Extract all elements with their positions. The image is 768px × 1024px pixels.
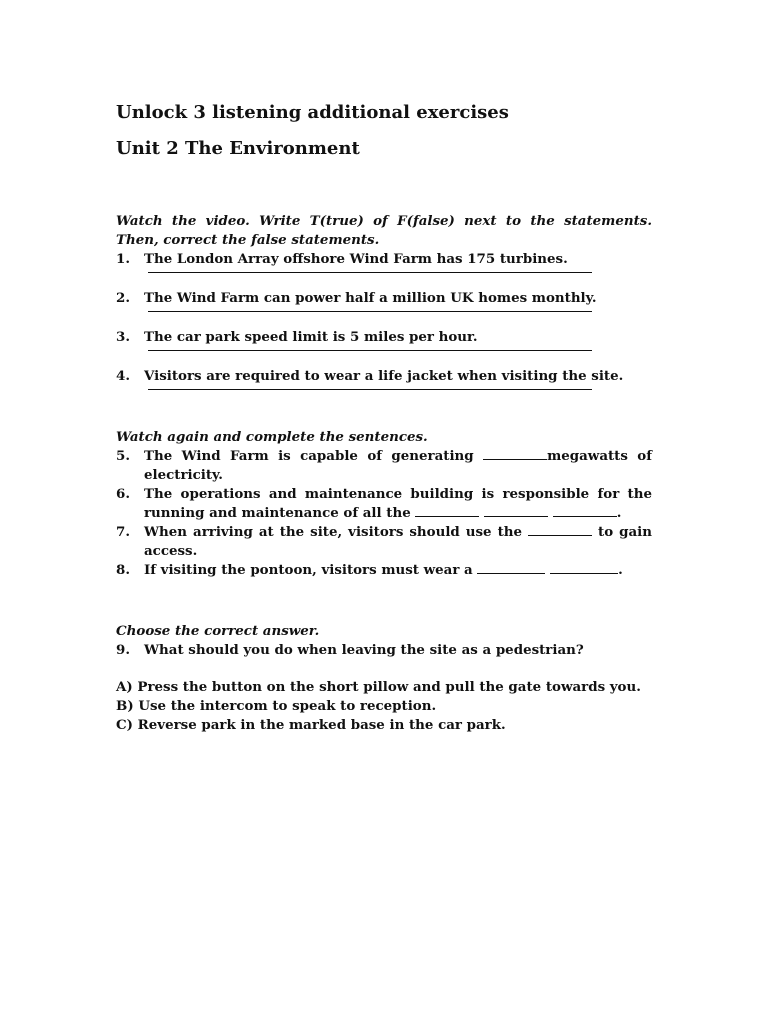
blank-field[interactable]: [550, 561, 618, 574]
choose-answer-instruction: Choose the correct answer.: [116, 623, 320, 639]
complete-sentences-instruction: Watch again and complete the sentences.: [116, 429, 428, 445]
statement-text: The Wind Farm can power half a million UK homes monthly.: [144, 290, 597, 306]
item-number: 8.: [116, 562, 130, 578]
blank-field[interactable]: [477, 561, 545, 574]
question-list: [116, 641, 652, 660]
item-number: 3.: [116, 329, 130, 345]
item-number: 6.: [116, 486, 130, 502]
list-item: [116, 250, 652, 273]
list-item: [116, 328, 652, 351]
worksheet-title: Unlock 3 listening additional exercises: [116, 102, 509, 123]
sentence-end: .: [618, 562, 623, 578]
worksheet-page: [116, 100, 652, 735]
blank-field[interactable]: [528, 523, 592, 536]
list-item: [116, 641, 652, 660]
true-false-list: [116, 250, 652, 390]
list-item: [116, 447, 652, 485]
complete-sentences-list: [116, 447, 652, 580]
sentence-start: If visiting the pontoon, visitors must wear a: [144, 562, 478, 578]
unit-subtitle: Unit 2 The Environment: [116, 138, 360, 159]
statement-text: The car park speed limit is 5 miles per hour.: [144, 329, 478, 345]
statement-text: Visitors are required to wear a life jacket when visiting the site.: [144, 368, 624, 384]
item-number: 9.: [116, 642, 130, 658]
sentence-end: .: [616, 505, 622, 521]
list-item: [116, 561, 652, 580]
answer-line[interactable]: [148, 350, 592, 351]
blank-field[interactable]: [415, 504, 479, 517]
list-item: [116, 289, 652, 312]
list-item: [116, 523, 652, 561]
answer-line[interactable]: [148, 389, 592, 390]
true-false-instruction: Watch the video. Write T(true) of F(false) next to the statements. Then, correct the false statements.: [116, 213, 652, 248]
list-item: [116, 485, 652, 523]
option-b[interactable]: B) Use the intercom to speak to reception.: [116, 698, 437, 714]
sentence-start: When arriving at the site, visitors should use the: [144, 524, 529, 540]
item-number: 1.: [116, 251, 130, 267]
sentence-end: to gain access.: [144, 524, 652, 559]
answer-line[interactable]: [148, 311, 592, 312]
blank-field[interactable]: [483, 447, 547, 460]
item-number: 2.: [116, 290, 130, 306]
statement-text: The London Array offshore Wind Farm has 175 turbines.: [144, 251, 568, 267]
sentence-start: The operations and maintenance building is responsible for the running and maintenance of all the: [144, 486, 652, 521]
item-number: 7.: [116, 524, 130, 540]
question-text: What should you do when leaving the site as a pedestrian?: [144, 642, 584, 658]
blank-field[interactable]: [484, 504, 548, 517]
answer-options: [116, 678, 652, 735]
sentence-end: megawatts of electricity.: [144, 448, 652, 483]
item-number: 4.: [116, 368, 130, 384]
option-a[interactable]: A) Press the button on the short pillow and pull the gate towards you.: [116, 679, 641, 695]
list-item: [116, 367, 652, 390]
sentence-start: The Wind Farm is capable of generating: [144, 448, 484, 464]
option-c[interactable]: C) Reverse park in the marked base in the car park.: [116, 717, 506, 733]
blank-field[interactable]: [553, 504, 617, 517]
answer-line[interactable]: [148, 272, 592, 273]
item-number: 5.: [116, 448, 130, 464]
